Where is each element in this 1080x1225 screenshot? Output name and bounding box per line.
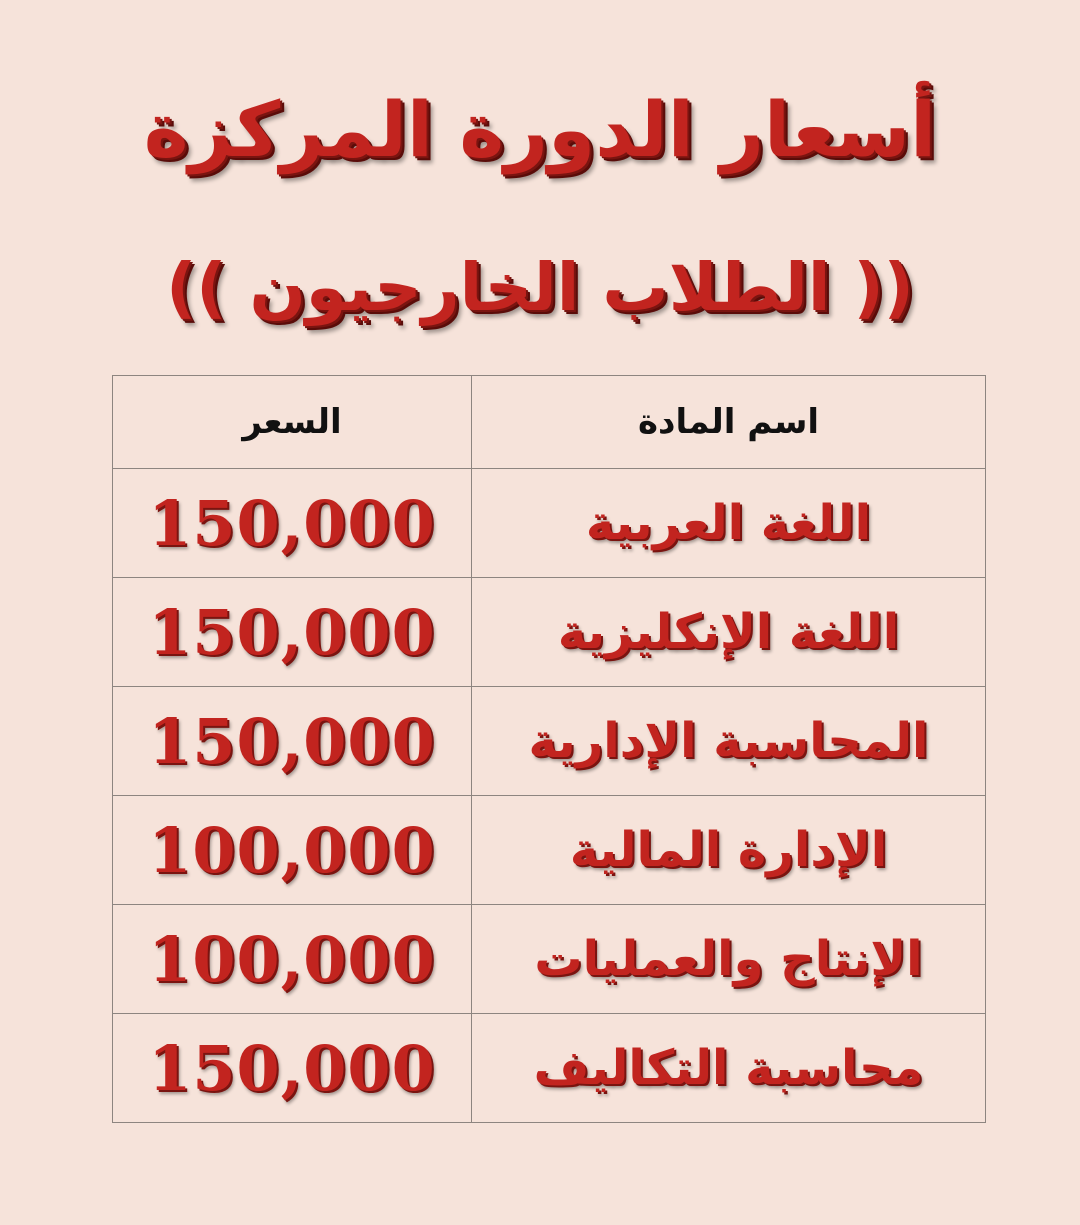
table-row xyxy=(113,687,986,796)
price-cell: 150,000 xyxy=(113,687,472,796)
table-header-row xyxy=(113,376,986,469)
page-title: أسعار الدورة المركزة xyxy=(143,85,937,174)
subject-column-header: اسم المادة xyxy=(472,376,986,469)
price-cell: 150,000 xyxy=(113,578,472,687)
price-column-header: السعر xyxy=(113,376,472,469)
page-subtitle: (( الطلاب الخارجيون )) xyxy=(166,249,914,326)
subject-cell: اللغة العربية xyxy=(472,469,986,578)
table-row xyxy=(113,905,986,1014)
subject-cell: المحاسبة الإدارية xyxy=(472,687,986,796)
subject-cell: الإدارة المالية xyxy=(472,796,986,905)
subject-cell: محاسبة التكاليف xyxy=(472,1014,986,1123)
table-row xyxy=(113,469,986,578)
price-cell: 100,000 xyxy=(113,796,472,905)
price-cell: 150,000 xyxy=(113,469,472,578)
price-table xyxy=(112,375,986,1123)
subject-cell: الإنتاج والعمليات xyxy=(472,905,986,1014)
table-row xyxy=(113,578,986,687)
table-row xyxy=(113,796,986,905)
price-cell: 150,000 xyxy=(113,1014,472,1123)
subject-cell: اللغة الإنكليزية xyxy=(472,578,986,687)
price-cell: 100,000 xyxy=(113,905,472,1014)
table-row xyxy=(113,1014,986,1123)
